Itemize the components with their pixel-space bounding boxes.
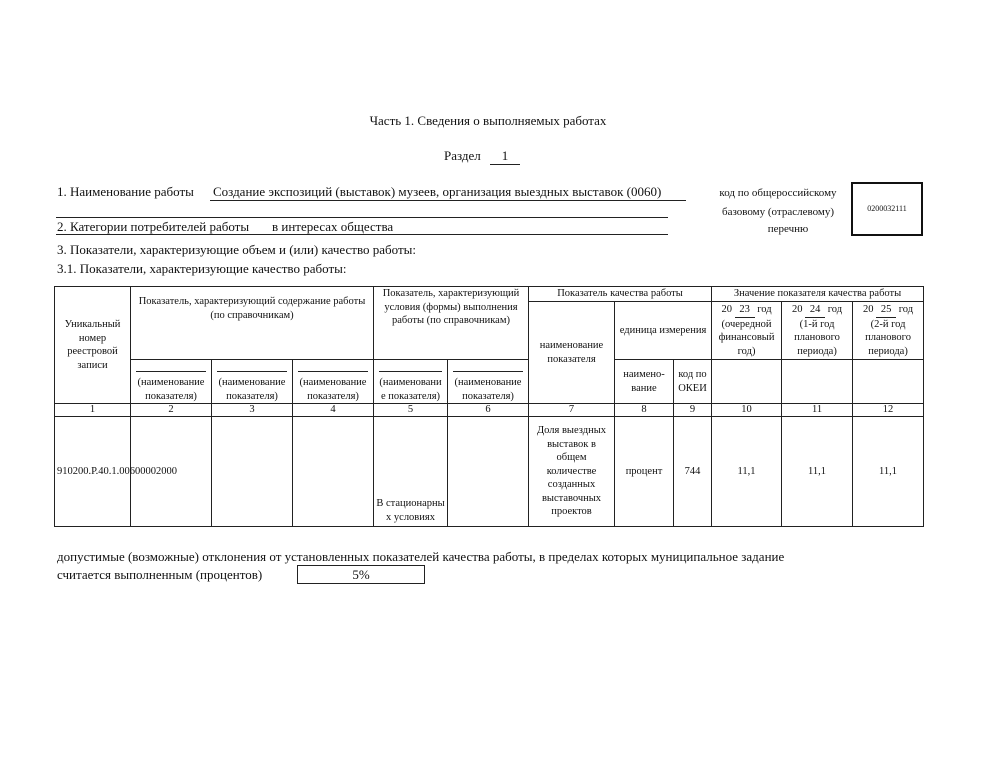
column-number: 7 [529,404,615,417]
consumers-label: 2. Категории потребителей работы [57,219,250,234]
header-empty-10 [712,360,782,404]
deviation-line-1: допустимые (возможные) отклонения от установленных показателей качества работы, в пределах которых муниципальное задание [57,549,785,564]
header-quality-indicator: Показатель качества работы [529,287,712,302]
subheader-col-2: (наименование показателя) [131,360,212,404]
indicators-line-3: 3. Показатели, характеризующие объем и (или) качество работы: [57,242,416,257]
header-year-2025: 20 25 год (2-й год планового периода) [853,302,924,360]
work-name-underline [210,200,686,201]
cell-empty [448,417,529,527]
column-number: 11 [782,404,853,417]
registry-code: 0200032111 [867,204,907,213]
part-title: Часть 1. Сведения о выполняемых работах [369,113,607,128]
table-row [55,417,924,527]
cell-indicator-name: Доля выездных выставок в общем количестве созданных выставочных проектов [529,417,615,527]
column-number: 2 [131,404,212,417]
header-quality-value: Значение показателя качества работы [712,287,924,302]
header-indicator-name: наименование показателя [529,302,615,404]
consumers-underline [56,234,668,235]
registry-label-line1: код по общероссийскому [719,187,837,199]
subheader-col-5: (наименовани е показателя) [374,360,448,404]
header-okei-code: код по ОКЕИ [674,360,712,404]
work-name-value: Создание экспозиций (выставок) музеев, организация выездных выставок (0060) [213,184,662,199]
divider-line [56,217,668,218]
column-number: 12 [853,404,924,417]
column-number: 9 [674,404,712,417]
column-number: 4 [293,404,374,417]
cell-condition: В стационарны х условиях [374,417,448,527]
cell-empty [212,417,293,527]
header-conditions-indicator: Показатель, характеризующий условия (формы) выполнения работы (по справочникам) [374,287,529,360]
deviation-value: 5% [297,565,425,584]
column-number: 3 [212,404,293,417]
cell-registry-number: 910200.Р.40.1.00600002000 [55,417,131,527]
header-empty-11 [782,360,853,404]
header-registry-number: Уникальный номер реестровой записи [55,287,131,404]
cell-value-2024: 11,1 [782,417,853,527]
header-year-2023: 20 23 год (очередной финансовый год) [712,302,782,360]
registry-label-line3: перечню [767,223,809,235]
column-number: 10 [712,404,782,417]
cell-value-2023: 11,1 [712,417,782,527]
column-number: 1 [55,404,131,417]
section-number: 1 [490,148,520,165]
subheader-col-3: (наименование показателя) [212,360,293,404]
consumers-value: в интересах общества [272,219,394,234]
header-empty-12 [853,360,924,404]
quality-table [54,286,924,527]
section-label: Раздел [444,148,481,163]
cell-okei: 744 [674,417,712,527]
cell-value-2025: 11,1 [853,417,924,527]
header-unit: единица измерения [615,302,712,360]
header-year-2024: 20 24 год (1-й год планового периода) [782,302,853,360]
section-line [444,148,520,165]
deviation-line-2: считается выполненным (процентов) [57,567,263,582]
cell-empty [293,417,374,527]
registry-label [708,186,848,236]
work-name-label: 1. Наименование работы [57,184,194,199]
column-number: 8 [615,404,674,417]
indicators-line-3-1: 3.1. Показатели, характеризующие качество работы: [57,261,347,276]
subheader-col-4: (наименование показателя) [293,360,374,404]
header-unit-name: наимено-вание [615,360,674,404]
column-number: 6 [448,404,529,417]
header-content-indicator: Показатель, характеризующий содержание работы (по справочникам) [131,287,374,360]
registry-code-box [851,182,923,236]
cell-unit: процент [615,417,674,527]
column-number: 5 [374,404,448,417]
registry-label-line2: базовому (отраслевому) [721,206,834,218]
subheader-col-6: (наименование показателя) [448,360,529,404]
